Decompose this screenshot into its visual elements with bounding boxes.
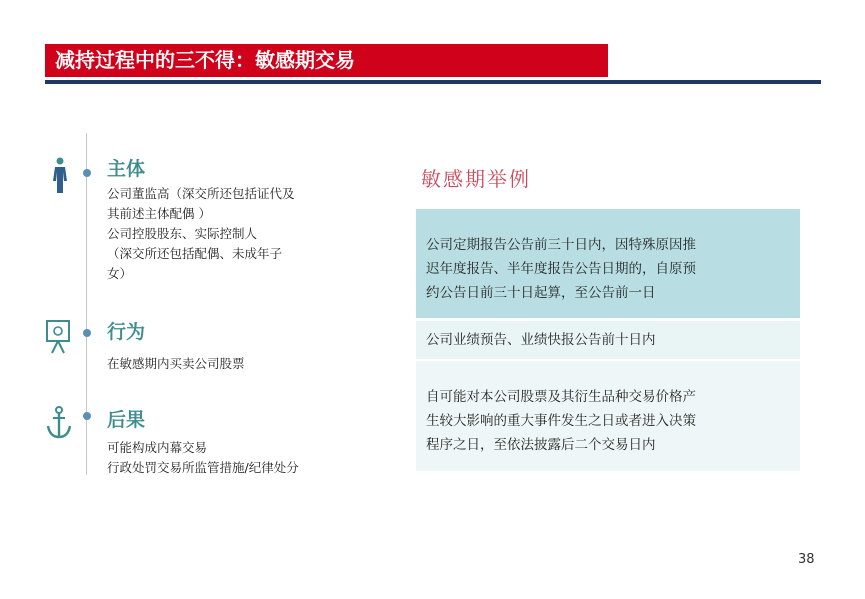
text-line: 约公告日前三十日起算，至公告前一日 [426,285,656,301]
text-line: 公司定期报告公告前三十日内，因特殊原因推 [426,237,696,253]
page-number: 38 [798,552,815,567]
presentation-board-icon [46,320,70,354]
section-title-consequence: 后果 [107,409,146,431]
section-title-action: 行为 [107,321,146,343]
section-body-subject [107,184,347,284]
text-line: 可能构成内幕交易 [107,440,208,455]
text-line: 公司业绩预告、业绩快报公告前十日内 [426,332,656,348]
example-box [416,361,800,471]
text-line: 生较大影响的重大事件发生之日或者进入决策 [426,413,696,429]
section-body-action [107,354,347,374]
timeline-dot [83,329,91,337]
example-box [416,209,800,318]
text-line: 女） [107,266,133,281]
section-body-consequence [107,438,347,478]
text-line: 在敏感期内买卖公司股票 [107,356,245,371]
timeline-dot [83,412,91,420]
text-line: 程序之日，至依法披露后二个交易日内 [426,437,656,453]
timeline-line [86,133,87,475]
text-line: 其前述主体配偶 ） [107,206,211,221]
timeline-dot [83,169,91,177]
text-line: 行政处罚交易所监管措施/纪律处分 [107,460,299,475]
examples-title: 敏感期举例 [421,167,531,191]
text-line: 自可能对本公司股票及其衍生品种交易价格产 [426,389,696,405]
title-divider [45,80,821,84]
text-line: （深交所还包括配偶、未成年子 [107,246,283,261]
example-box [416,321,800,359]
text-line: 公司董监高（深交所还包括证代及 [107,186,295,201]
person-icon [51,157,69,195]
anchor-icon [46,406,72,440]
text-line: 公司控股股东、实际控制人 [107,226,258,241]
slide-title: 减持过程中的三不得：敏感期交易 [45,44,608,77]
section-title-subject: 主体 [107,158,146,180]
text-line: 迟年度报告、半年度报告公告日期的，自原预 [426,261,696,277]
